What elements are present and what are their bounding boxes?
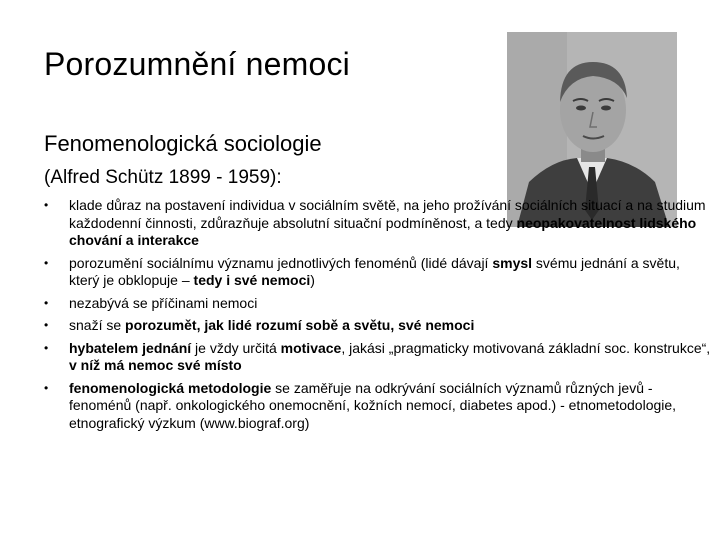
- bullet-item: [44, 295, 714, 313]
- bullet-icon: •: [44, 295, 49, 310]
- bullet-icon: •: [44, 380, 49, 395]
- bullet-text-segment: se zaměřuje na odkrývání sociálních významů různých jevů - fenoménů (např. onkologického onemocnění, kožních nemocí, diabetes apod.) - etnometodologie, etnografický výzkum (www.biograf.org): [69, 379, 677, 431]
- bullet-item: [44, 255, 714, 290]
- bullet-text: [69, 340, 710, 374]
- bullet-text: [69, 197, 706, 248]
- bullet-icon: •: [44, 255, 49, 270]
- bullet-text-bold: neopakovatelnost lidského chování a interakce: [69, 214, 697, 248]
- bullet-text-segment: je vždy určitá: [191, 339, 281, 356]
- bullet-list: [44, 197, 714, 437]
- bullet-text: [69, 295, 257, 311]
- bullet-text-bold: motivace: [280, 339, 342, 356]
- bullet-text-bold: smysl: [492, 254, 533, 271]
- bullet-text-segment: ): [310, 272, 315, 288]
- author-line: (Alfred Schütz 1899 - 1959):: [44, 167, 282, 188]
- bullet-text: [69, 255, 680, 289]
- bullet-text-bold: porozumět, jak lidé rozumí sobě a světu, své nemoci: [125, 317, 475, 333]
- slide-subtitle: Fenomenologická sociologie: [44, 131, 322, 156]
- bullet-item: [44, 317, 714, 335]
- bullet-text: [69, 317, 474, 333]
- bullet-text-segment: porozumění sociálnímu významu jednotlivých fenoménů (lidé dávají: [69, 254, 493, 271]
- bullet-item: [44, 197, 714, 250]
- bullet-icon: •: [44, 318, 49, 332]
- slide-title: Porozumnění nemoci: [44, 46, 350, 82]
- bullet-text-bold: tedy i své nemoci: [193, 272, 311, 288]
- bullet-text: [69, 380, 676, 431]
- bullet-item: [44, 340, 714, 375]
- bullet-text-segment: , jakási „pragmaticky motivovaná základní soc. konstrukce“,: [341, 339, 711, 356]
- bullet-text-segment: svému jednání a světu, který je obklopuje –: [69, 254, 680, 288]
- bullet-text-segment: snaží se: [69, 317, 126, 333]
- bullet-item: [44, 380, 714, 433]
- bullet-text-bold: hybatelem jednání: [69, 339, 192, 356]
- bullet-icon: •: [44, 340, 49, 355]
- bullet-text-segment: nezabývá se příčinami nemoci: [69, 294, 258, 311]
- bullet-text-segment: klade důraz na postavení individua v sociálním světě, na jeho prožívání sociálních situací a na studium každodenní činnosti, zdůrazňuje absolutní situační podmíněnost, a tedy: [69, 197, 706, 231]
- bullet-text-bold: fenomenologická metodologie: [69, 379, 272, 396]
- bullet-icon: •: [44, 198, 49, 212]
- bullet-text-bold: v níž má nemoc své místo: [69, 357, 242, 373]
